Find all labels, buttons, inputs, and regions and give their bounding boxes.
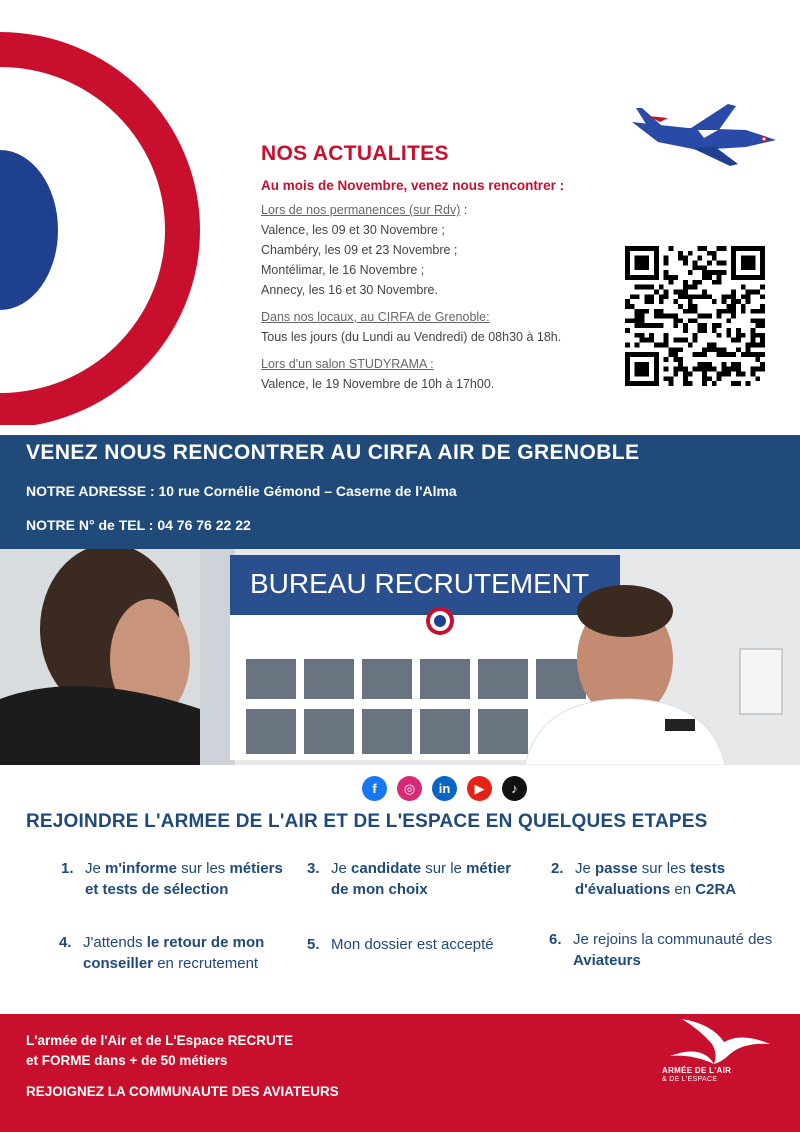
step-text: J'attends [83,934,147,951]
step-text: Je rejoins la communauté des [573,931,773,948]
youtube-icon[interactable]: ▶ [467,776,492,801]
qr-code[interactable] [625,246,765,386]
recruitment-office-photo [0,549,800,765]
step-text: Aviateurs [573,952,641,969]
step-text: sur les [176,860,230,877]
step-text: m'informe [105,860,177,877]
footer-band [0,1014,800,1132]
step-item [549,929,773,971]
news-line: Annecy, les 16 et 30 Novembre. [261,283,438,297]
step-text: le retour de mon conseiller [83,934,265,972]
step-number: 4. [59,934,72,951]
step-text: en recrutement [153,955,259,972]
news-intro: Au mois de Novembre, venez nous rencontrer : [261,178,565,193]
contact-address: NOTRE ADRESSE : 10 rue Cornélie Gémond – Caserne de l'Alma [26,483,457,499]
news-line: Tous les jours (du Lundi au Vendredi) de 08h30 à 18h. [261,330,562,344]
step-item [59,932,283,974]
social-links [362,776,527,801]
step-number: 6. [549,931,562,948]
news-block-heading-suffix: : [460,203,468,217]
linkedin-icon[interactable]: in [432,776,457,801]
tiktok-icon[interactable]: ♪ [502,776,527,801]
footer-community-text: REJOIGNEZ LA COMMUNAUTE DES AVIATEURS [26,1084,339,1099]
jet-plane-illustration [628,100,783,170]
step-text: tests d'évaluations [575,860,726,898]
news-block [261,200,621,300]
step-item [551,858,775,900]
news-title: NOS ACTUALITES [261,142,449,165]
footer-line-1: L'armée de l'Air et de L'Espace RECRUTE [26,1033,293,1048]
step-text: métier de mon choix [331,860,512,898]
instagram-icon[interactable]: ◎ [397,776,422,801]
news-block-heading-text: Dans nos locaux, au CIRFA de Grenoble: [261,310,490,324]
step-number: 1. [61,860,74,877]
footer-recruit-text [26,1031,406,1071]
news-section [261,142,621,394]
news-line: Chambéry, les 09 et 23 Novembre ; [261,243,458,257]
step-text: Je [575,860,596,877]
step-text: Je [85,860,106,877]
contact-phone: NOTRE N° de TEL : 04 76 76 22 22 [26,517,251,533]
step-text: sur le [421,860,467,877]
news-block [261,354,621,394]
step-text: passe [595,860,638,877]
news-block-heading-text: Lors de nos permanences (sur Rdv) [261,203,461,217]
news-block-heading [261,354,621,374]
news-block-heading-text: Lors d'un salon STUDYRAMA : [261,357,434,371]
news-block-heading [261,200,621,220]
step-text: en [670,881,696,898]
facebook-icon[interactable]: f [362,776,387,801]
step-number: 2. [551,860,564,877]
logo-text-line2: & DE L'ESPACE [662,1076,718,1083]
news-block [261,307,621,347]
step-text: Je [331,860,352,877]
step-number: 5. [307,936,320,953]
news-block-heading [261,307,621,327]
step-text: candidate [351,860,422,877]
contact-title: VENEZ NOUS RENCONTRER AU CIRFA AIR DE GRENOBLE [26,441,640,464]
news-line: Valence, le 19 Novembre de 10h à 17h00. [261,377,495,391]
steps-title: REJOINDRE L'ARMEE DE L'AIR ET DE L'ESPACE EN QUELQUES ETAPES [26,811,708,832]
footer-line-2: et FORME dans + de 50 métiers [26,1053,228,1068]
step-text: sur les [637,860,691,877]
step-item [307,934,531,955]
news-line: Valence, les 09 et 30 Novembre ; [261,223,445,237]
step-text: C2RA [695,881,737,898]
contact-band [0,435,800,549]
step-text: Mon dossier est accepté [331,936,494,953]
step-text: métiers et tests de sélection [85,860,283,898]
logo-text-line1: ARMÉE DE L'AIR [662,1066,732,1075]
roundel-emblem [0,30,205,425]
step-item [307,858,531,900]
step-number: 3. [307,860,320,877]
banner-text: BUREAU RECRUTEMENT [250,568,590,599]
step-item [61,858,285,900]
news-line: Montélimar, le 16 Novembre ; [261,263,425,277]
